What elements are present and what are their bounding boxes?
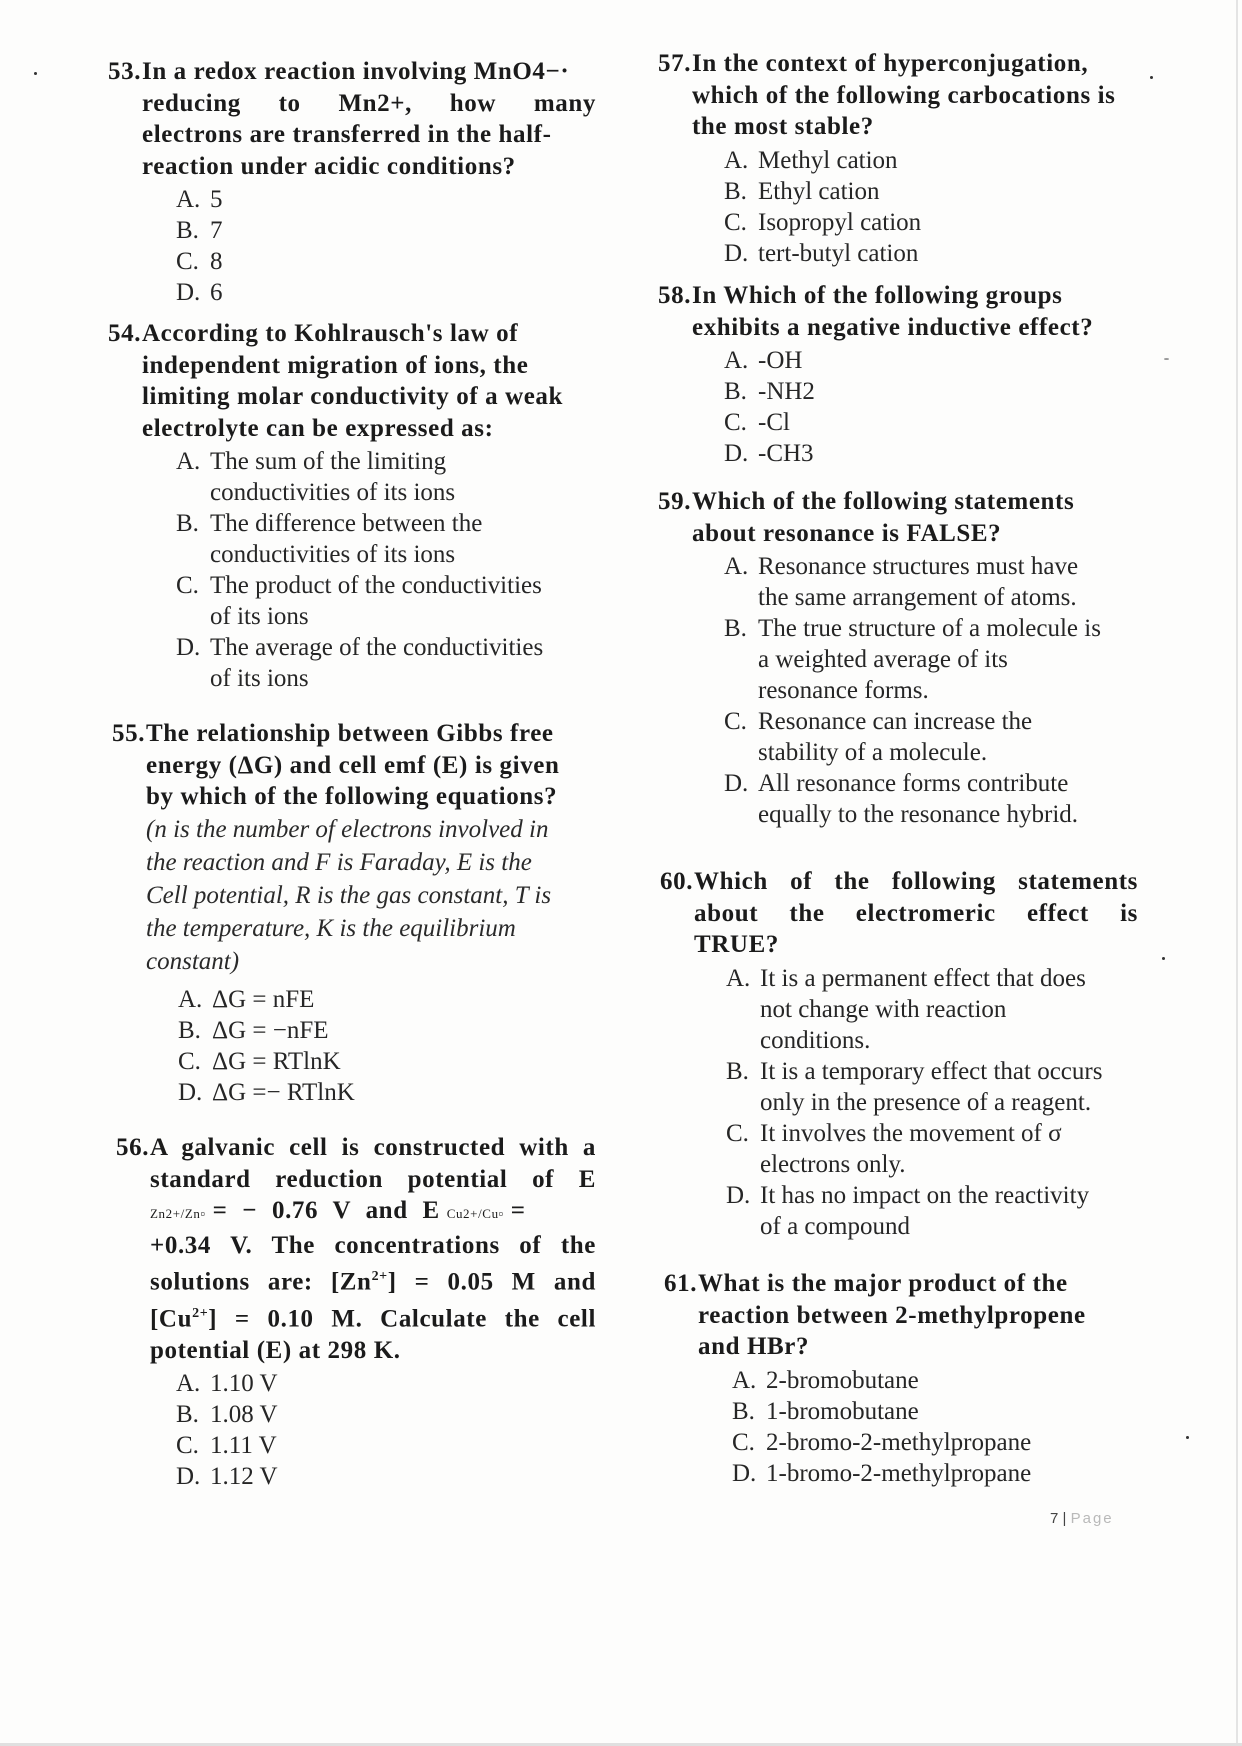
question-number: 58. bbox=[658, 282, 692, 309]
option-c: C. 2-bromo-2-methylpropane bbox=[732, 1428, 1032, 1456]
question-text-line: exhibits a negative inductive effect? bbox=[692, 313, 1094, 341]
question-text-line: TRUE? bbox=[694, 931, 779, 958]
option-c: C. It involves the movement of σ electrons only. bbox=[726, 1119, 1062, 1178]
option-b: B. -NH2 bbox=[724, 378, 815, 405]
question-text-line: which of the following carbocations is bbox=[692, 81, 1116, 109]
question-number: 54. bbox=[108, 320, 142, 347]
option-d: D. 6 bbox=[176, 279, 223, 306]
option-a: A. -OH bbox=[724, 347, 803, 374]
option-c: C. 8 bbox=[176, 248, 223, 275]
scan-edge bbox=[1236, 0, 1238, 1746]
question-text-line: independent migration of ions, the bbox=[142, 351, 529, 379]
question-text-line: What is the major product of the bbox=[698, 1270, 1068, 1297]
question-text-line: In a redox reaction involving MnO4−· bbox=[142, 58, 570, 85]
question-number: 55. bbox=[112, 720, 146, 747]
option-d: D. tert-butyl cation bbox=[724, 239, 919, 267]
question-54 bbox=[108, 318, 596, 694]
question-text-line: reaction between 2-methylpropene bbox=[698, 1301, 1086, 1329]
option-d: D. -CH3 bbox=[724, 440, 814, 467]
option-b: B. The difference between the conductivities of its ions bbox=[176, 510, 483, 568]
question-text-line: about the electromeric effect is bbox=[694, 899, 1138, 927]
question-note: (n is the number of electrons involved in the reaction and F is Faraday, E is the Cell potential, R is the gas constant, T is the temperature, K is the equilibrium constant) bbox=[146, 815, 552, 975]
option-d: D. ΔG =− RTlnK bbox=[178, 1078, 355, 1106]
question-53 bbox=[108, 56, 596, 308]
option-c: C. 1.11 V bbox=[176, 1432, 277, 1460]
scan-speck bbox=[1164, 358, 1169, 360]
option-a: A. The sum of the limiting conductivities of its ions bbox=[176, 448, 456, 506]
question-61 bbox=[664, 1268, 1142, 1489]
option-c: C. -Cl bbox=[724, 409, 790, 436]
question-text-line: A galvanic cell is constructed with a bbox=[150, 1134, 596, 1161]
question-text-line: The relationship between Gibbs free bbox=[146, 720, 554, 747]
question-text-line: In the context of hyperconjugation, bbox=[692, 50, 1089, 77]
question-56 bbox=[116, 1132, 596, 1492]
question-number: 59. bbox=[658, 488, 692, 515]
question-number: 61. bbox=[664, 1270, 698, 1297]
question-number: 53. bbox=[108, 58, 142, 85]
cu-subscript: Cu2+/Cu▫ bbox=[446, 1206, 504, 1221]
question-number: 56. bbox=[116, 1134, 150, 1161]
question-text-line: Which of the following statements bbox=[694, 868, 1138, 895]
question-text-line: electrolyte can be expressed as: bbox=[142, 414, 494, 442]
question-text-line: and HBr? bbox=[698, 1333, 810, 1360]
option-b: B. The true structure of a molecule is a weighted average of its resonance forms. bbox=[724, 615, 1101, 704]
option-a: A. 5 bbox=[176, 186, 223, 213]
question-text-line: According to Kohlrausch's law of bbox=[142, 320, 519, 347]
question-number: 60. bbox=[660, 868, 694, 895]
option-b: B. 1.08 V bbox=[176, 1401, 278, 1429]
question-text-line: standard reduction potential of E bbox=[150, 1165, 596, 1193]
option-a: A. ΔG = nFE bbox=[178, 985, 315, 1013]
question-59 bbox=[658, 486, 1136, 830]
question-text-line: by which of the following equations? bbox=[146, 783, 558, 810]
option-b: B. It is a temporary effect that occurs only in the presence of a reagent. bbox=[726, 1057, 1103, 1116]
question-text-line: about resonance is FALSE? bbox=[692, 519, 1002, 547]
question-number: 57. bbox=[658, 50, 692, 77]
zn-subscript: Zn2+/Zn▫ bbox=[150, 1206, 206, 1221]
question-text-line: reaction under acidic conditions? bbox=[142, 152, 516, 180]
option-b: B. ΔG = −nFE bbox=[178, 1016, 329, 1044]
option-b: B. 7 bbox=[176, 217, 223, 244]
option-c: C. The product of the conductivities of its ions bbox=[176, 572, 542, 630]
scan-speck bbox=[34, 72, 37, 75]
question-text-line: Which of the following statements bbox=[692, 488, 1075, 515]
question-60 bbox=[660, 866, 1138, 1242]
page-number: 7 | Page bbox=[1050, 1510, 1114, 1527]
question-57 bbox=[658, 48, 1136, 269]
option-c: C. Isopropyl cation bbox=[724, 208, 922, 236]
question-text-line: limiting molar conductivity of a weak bbox=[142, 383, 564, 410]
option-d: D. All resonance forms contribute equally to the resonance hybrid. bbox=[724, 770, 1079, 828]
question-text-line: Zn2+/Zn▫ = − 0.76 V and E Cu2+/Cu▫ = bbox=[150, 1197, 526, 1224]
option-c: C. ΔG = RTlnK bbox=[178, 1047, 341, 1075]
option-a: A. 2-bromobutane bbox=[732, 1366, 919, 1394]
question-58 bbox=[658, 280, 1136, 469]
question-text-line: potential (E) at 298 K. bbox=[150, 1336, 401, 1364]
question-text-line: reducing to Mn2+, how many bbox=[142, 89, 596, 117]
scan-speck bbox=[1186, 1436, 1189, 1439]
option-a: A. 1.10 V bbox=[176, 1370, 278, 1398]
question-text-line: solutions are: $[Zn^{2+}] = 0.05$ M and bbox=[150, 1268, 596, 1296]
option-a: A. Methyl cation bbox=[724, 146, 898, 174]
option-d: D. 1.12 V bbox=[176, 1463, 278, 1491]
option-d: D. The average of the conductivities of its ions bbox=[176, 634, 544, 692]
question-text-line: $[Cu^{2+}] = 0.10$ M. Calculate the cell bbox=[150, 1305, 596, 1333]
question-55 bbox=[112, 718, 600, 1108]
option-a: A. Resonance structures must have the same arrangement of atoms. bbox=[724, 553, 1079, 611]
option-d: D. It has no impact on the reactivity of a compound bbox=[726, 1181, 1090, 1240]
question-text-line: the most stable? bbox=[692, 113, 874, 140]
question-text-line: energy (ΔG) and cell emf (E) is given bbox=[146, 751, 560, 779]
option-d: D. 1-bromo-2-methylpropane bbox=[732, 1459, 1032, 1487]
question-text-line: +0.34 V. The concentrations of the bbox=[150, 1231, 596, 1259]
scan-speck bbox=[1162, 957, 1165, 960]
scan-speck bbox=[1150, 76, 1153, 79]
option-b: B. Ethyl cation bbox=[724, 177, 880, 205]
option-c: C. Resonance can increase the stability of a molecule. bbox=[724, 708, 1033, 766]
option-a: A. It is a permanent effect that does not change with reaction conditions. bbox=[726, 964, 1086, 1054]
question-text-line: electrons are transferred in the half- bbox=[142, 121, 552, 148]
question-text-line: In Which of the following groups bbox=[692, 282, 1063, 309]
option-b: B. 1-bromobutane bbox=[732, 1397, 919, 1425]
